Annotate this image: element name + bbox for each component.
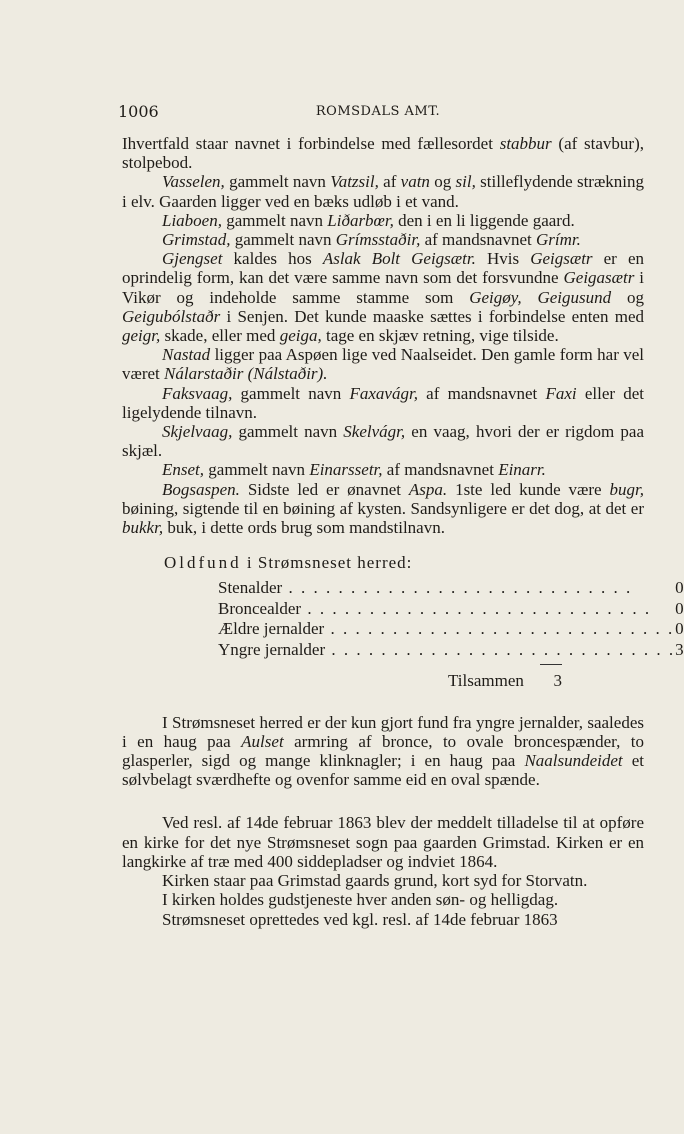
finds-italic: Aulset xyxy=(241,731,284,751)
paragraph-text: ligger paa Aspøen lige ved Naalseidet. Den gamle form har vel været xyxy=(122,345,644,384)
place-name-paragraphs xyxy=(122,134,644,537)
paragraph-italic: Einarssetr, xyxy=(309,460,383,480)
oldfund-row xyxy=(218,599,684,620)
paragraph-italic: bukkr, xyxy=(122,518,164,538)
page-number: 1006 xyxy=(118,102,159,121)
paragraph-text: gammelt navn xyxy=(224,172,331,192)
paragraph-text: i Vikør og indeholde samme stamme som xyxy=(122,268,644,307)
oldfund-table xyxy=(218,578,684,660)
paragraph-text: af xyxy=(378,172,401,192)
paragraph-italic: bugr, xyxy=(609,479,644,499)
paragraph xyxy=(122,871,644,890)
paragraph xyxy=(122,713,644,790)
paragraph-italic: Liðarbœr, xyxy=(327,210,394,230)
paragraph-italic: Skelvágr, xyxy=(343,422,406,442)
oldfund-heading-rest: i Strømsneset herred: xyxy=(241,553,413,573)
paragraph-italic: Nastad xyxy=(162,345,211,365)
paragraph xyxy=(122,249,644,345)
paragraph-text: i Senjen. Det kunde maaske sættes i forbindelse enten med xyxy=(220,306,644,326)
paragraph xyxy=(122,172,644,210)
church-text: Kirken staar paa Grimstad gaards grund, kort syd for Storvatn. xyxy=(162,871,588,891)
find-count: 3 xyxy=(675,639,684,659)
running-title: ROMSDALS AMT. xyxy=(315,104,441,119)
paragraph xyxy=(122,134,644,172)
paragraph-italic: Geigubólstaðr xyxy=(122,306,221,326)
paragraph-italic: Einarr. xyxy=(498,460,546,480)
paragraph-text: gammelt navn xyxy=(230,230,336,250)
paragraph-italic: Enset, xyxy=(162,460,205,480)
finds-italic: Naalsundeidet xyxy=(524,751,623,771)
oldfund-row xyxy=(218,578,684,599)
paragraph-text: Hvis xyxy=(475,249,531,269)
paragraph-text: af mandsnavnet xyxy=(382,460,499,480)
paragraph-italic: Grimstad, xyxy=(162,230,231,250)
paragraph-text: tage en skjæv retning, vige tilside. xyxy=(321,326,559,346)
paragraph-italic: Faxi xyxy=(545,383,577,403)
paragraph-text: gammelt navn xyxy=(221,210,328,230)
paragraph xyxy=(122,460,644,479)
oldfund-row xyxy=(218,619,684,640)
paragraph-text: (af stavbur), stolpebod. xyxy=(122,134,644,173)
paragraph-italic: Aspa. xyxy=(408,479,448,499)
paragraph-text: buk, i dette ords brug som mandstilnavn. xyxy=(163,518,445,538)
find-count: 0 xyxy=(675,619,684,639)
paragraph-text: gammelt navn xyxy=(232,422,344,442)
paragraph-text: Ihvertfald staar navnet i forbindelse med fællesordet xyxy=(122,134,500,153)
paragraph-italic: Geigasætr xyxy=(563,268,635,288)
paragraph xyxy=(122,813,644,871)
paragraph-italic: Geigøy, Geigusund xyxy=(469,287,612,307)
paragraph-italic: Grímsstaðir, xyxy=(335,230,421,250)
finds-text: armring af bronce, to ovale broncespænder, to glasperler, sigd og mange klinknagler; i en haug paa xyxy=(122,731,645,771)
paragraph xyxy=(122,480,644,538)
paragraph-text: og xyxy=(611,287,644,307)
period-label: Stenalder . . . xyxy=(218,578,675,599)
paragraph-text: stilleflydende strækning i elv. Gaarden ligger ved en bæks udløb i et vand. xyxy=(122,172,645,211)
paragraph-italic: Vatzsil, xyxy=(330,172,379,192)
finds-text: et sølvbelagt sværdhefte og ovenfor samme eid en oval spænde. xyxy=(122,751,644,790)
paragraph-italic: stabbur xyxy=(499,134,552,153)
finds-text: I Strømsneset herred er der kun gjort fund fra yngre jernalder, saaledes i en haug paa xyxy=(122,712,644,751)
paragraph-italic: Aslak Bolt Geigsætr. xyxy=(322,249,476,269)
paragraph xyxy=(122,422,644,460)
oldfund-heading xyxy=(164,553,644,572)
paragraph xyxy=(122,211,644,230)
paragraph xyxy=(122,910,644,929)
paragraph-text: gammelt navn xyxy=(204,460,310,480)
paragraph-italic: sil, xyxy=(455,172,476,192)
paragraph-italic: Liaboen, xyxy=(162,210,222,230)
sum-rule xyxy=(540,664,562,665)
paragraph-italic: Skjelvaag, xyxy=(162,422,233,442)
paragraph xyxy=(122,230,644,249)
paragraph-italic: Gjengset xyxy=(162,249,223,269)
period-label: Ældre jernalder . . . xyxy=(218,619,675,640)
paragraph-text: og xyxy=(429,172,456,192)
paragraph-italic: Faxavágr, xyxy=(349,383,418,403)
finds-paragraph xyxy=(122,713,644,790)
paragraph-text: den i en li liggende gaard. xyxy=(393,210,575,230)
paragraph-italic: Nálarstaðir (Nálstaðir). xyxy=(164,364,328,384)
oldfund-row xyxy=(218,640,684,661)
paragraph-italic: geiga, xyxy=(279,326,322,346)
paragraph xyxy=(122,345,644,383)
church-text: Ved resl. af 14de februar 1863 blev der meddelt tilladelse til at opføre en kirke for det nye Strømsneset sogn paa gaarden Grimstad. Kirken er en langkirke af træ med 400 siddepladser og indviet 1864. xyxy=(122,813,644,871)
paragraph-text: gammelt navn xyxy=(232,383,350,403)
find-count: 0 xyxy=(675,598,684,618)
body-text xyxy=(122,134,684,929)
church-paragraphs xyxy=(122,813,644,928)
paragraph-italic: geigr, xyxy=(122,326,161,346)
total-label: Tilsammen xyxy=(448,671,524,691)
paragraph-italic: Faksvaag, xyxy=(162,383,233,403)
find-count: 0 xyxy=(675,578,684,598)
paragraph-text: Sidste led er ønavnet xyxy=(239,479,409,499)
paragraph xyxy=(122,890,644,909)
total-value: 3 xyxy=(553,671,562,691)
paragraph-text: eller det ligelydende tilnavn. xyxy=(122,383,644,422)
paragraph-italic: Grímr. xyxy=(535,230,581,250)
paragraph-italic: Geigsætr xyxy=(530,249,593,269)
total-row xyxy=(448,671,562,690)
church-text: Strømsneset oprettedes ved kgl. resl. af 14de februar 1863 xyxy=(162,909,558,929)
paragraph-text: kaldes hos xyxy=(222,249,323,269)
period-label: Yngre jernalder . . . xyxy=(218,640,675,661)
paragraph-text: af mandsnavnet xyxy=(420,230,536,250)
paragraph-text: skade, eller med xyxy=(160,326,280,346)
paragraph xyxy=(122,384,644,422)
paragraph-text: 1ste led kunde være xyxy=(447,479,610,499)
paragraph-text: bøining, sigtende til en bøining af kysten. Sandsynligere er det dog, at det er xyxy=(122,498,644,518)
paragraph-text: af mandsnavnet xyxy=(417,383,546,403)
oldfund-heading-lead: Oldfund xyxy=(164,553,242,573)
church-text: I kirken holdes gudstjeneste hver anden søn- og helligdag. xyxy=(162,890,559,910)
paragraph-text: er en oprindelig form, kan det være samme navn som det forsvundne xyxy=(122,249,644,288)
paragraph-italic: Bogsaspen. xyxy=(162,479,240,499)
paragraph-text: en vaag, hvori der er rigdom paa skjæl. xyxy=(122,422,644,461)
period-label: Broncealder . . . xyxy=(218,599,675,620)
paragraph-italic: vatn xyxy=(400,172,430,192)
paragraph-italic: Vasselen, xyxy=(162,172,225,192)
